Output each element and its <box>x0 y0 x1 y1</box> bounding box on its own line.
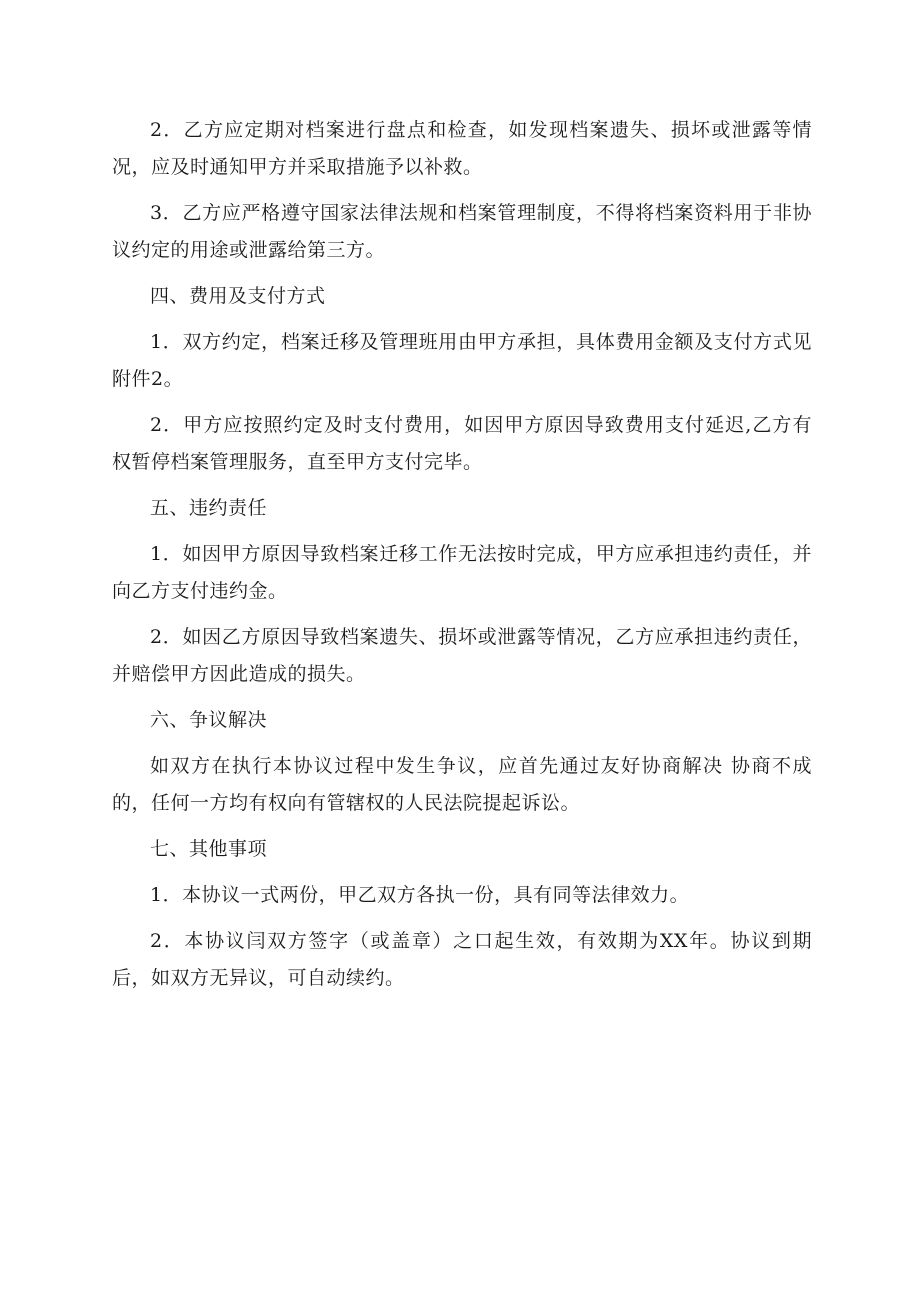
clause-7-2: 2．本协议闫双方签字（或盖章）之口起生效，有效期为XX年。协议到期后，如双方无异议，可自动续约。 <box>112 930 812 989</box>
clause-3-2: 2．乙方应定期对档案进行盘点和检查，如发现档案遗失、损坏或泄露等情况，应及时通知甲方并采取措施予以补救。 <box>112 119 812 178</box>
clause-6: 如双方在执行本协议过程中发生争议，应首先通过友好协商解决 协商不成的，任何一方均有权向有管辖权的人民法院提起诉讼。 <box>112 755 812 814</box>
section-7-heading: 七、其他事项 <box>150 838 268 860</box>
section-5-heading: 五、违约责任 <box>150 497 268 519</box>
clause-7-1: 1．本协议一式两份，甲乙双方各执一份，具有同等法律效力。 <box>150 884 690 906</box>
document-body <box>112 112 812 1006</box>
clause-5-2: 2．如因乙方原因导致档案遗失、损坏或泄露等情况，乙方应承担违约责任，并赔偿甲方因此造成的损失。 <box>112 626 812 685</box>
clause-5-1: 1．如因甲方原因导致档案迁移工作无法按时完成，甲方应承担违约责任，并向乙方支付违约金。 <box>112 543 812 602</box>
clause-4-2: 2．甲方应按照约定及时支付费用，如因甲方原因导致费用支付延迟,乙方有权暂停档案管理服务，直至甲方支付完毕。 <box>112 414 812 473</box>
section-4-heading: 四、费用及支付方式 <box>150 285 326 307</box>
clause-3-3: 3．乙方应严格遵守国家法律法规和档案管理制度，不得将档案资料用于非协议约定的用途或泄露给第三方。 <box>112 202 812 261</box>
section-6-heading: 六、争议解决 <box>150 709 268 731</box>
clause-4-1: 1．双方约定，档案迁移及管理班用由甲方承担，具体费用金额及支付方式见附件2。 <box>112 331 812 390</box>
